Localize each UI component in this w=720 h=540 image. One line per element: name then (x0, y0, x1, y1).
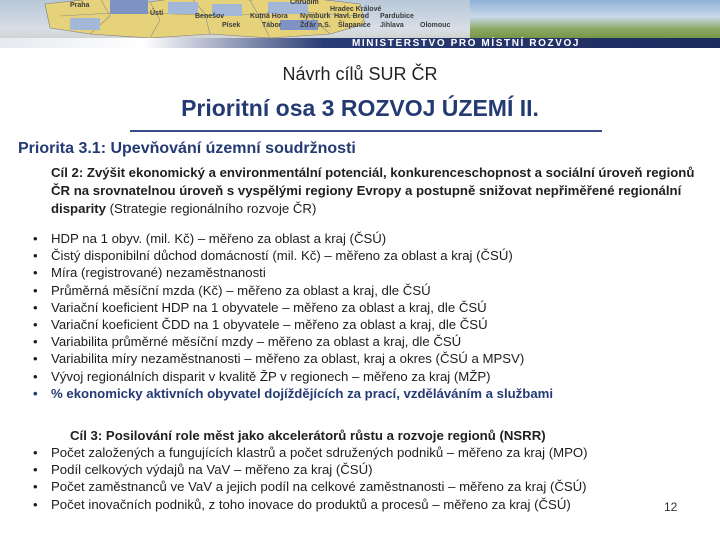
map-label: Benešov (195, 13, 225, 20)
indicator-text: Počet zaměstnanců ve VaV a jejich podíl na celkové zaměstnanosti – měřeno za kraj (ČSÚ) (51, 479, 587, 495)
list-item (33, 333, 553, 350)
list-item (33, 264, 553, 281)
goal-3-indicator-list (33, 444, 588, 513)
indicator-text: Míra (registrované) nezaměstnanosti (51, 265, 266, 281)
indicator-text: Vývoj regionálních disparit v kvalitě ŽP v regionech – měřeno za kraj (MŽP) (51, 368, 491, 384)
map-label: Ústí (150, 10, 164, 17)
bullet: • (33, 265, 38, 281)
region-map-graphic (40, 0, 370, 40)
slide-subtitle: Návrh cílů SUR ČR (282, 64, 438, 84)
list-item (33, 282, 553, 299)
list-item (33, 247, 553, 264)
map-label: Žďár n.S. (300, 22, 331, 29)
list-item (33, 368, 553, 385)
map-label: Písek (222, 22, 241, 29)
bullet: • (33, 317, 38, 333)
indicator-text: Čistý disponibilní důchod domácností (mil. Kč) – měřeno za oblast a kraj (ČSÚ) (51, 248, 513, 264)
bullet: • (33, 445, 38, 460)
header-banner (0, 0, 720, 48)
bullet: • (33, 231, 38, 246)
slide-title: Prioritní osa 3 ROZVOJ ÚZEMÍ II. (181, 95, 539, 121)
bullet: • (33, 385, 38, 401)
list-item (33, 230, 553, 247)
landscape-photo (470, 0, 720, 42)
map-label: Praha (70, 2, 90, 9)
indicator-text: Variabilita míry nezaměstnanosti – měřeno za oblast, kraj a okres (ČSÚ a MPSV) (51, 351, 525, 367)
indicator-text: Variační koeficient ČDD na 1 obyvatele – měřeno za oblast a kraj, dle ČSÚ (51, 317, 488, 333)
indicator-text: Počet inovačních podniků, z toho inovace do produktů a procesů – měřeno za kraj (ČSÚ) (51, 496, 571, 512)
indicator-text: Variabilita průměrné měsíční mzdy – měřeno za oblast a kraj, dle ČSÚ (51, 334, 462, 350)
bullet: • (33, 282, 38, 298)
bullet: • (33, 334, 38, 350)
list-item (33, 461, 588, 478)
page-number: 12 (664, 500, 678, 514)
priority-heading: Priorita 3.1: Upevňování územní soudržnosti (18, 140, 356, 157)
map-label: Chrudim (290, 0, 319, 6)
map-label: Pardubice (380, 13, 414, 20)
list-item (33, 350, 553, 367)
indicator-text: Průměrná měsíční mzda (Kč) – měřeno za oblast a kraj, dle ČSÚ (51, 282, 431, 298)
indicator-text: Variační koeficient HDP na 1 obyvatele – měřeno za oblast a kraj, dle ČSÚ (51, 299, 487, 315)
map-label: Tábor (262, 22, 282, 29)
indicator-text: % ekonomicky aktivních obyvatel dojíždějících za prací, vzděláváním a službami (51, 385, 554, 401)
list-item (33, 299, 553, 316)
bullet: • (33, 299, 38, 315)
ministry-name: MINISTERSTVO PRO MÍSTNÍ ROZVOJ (352, 38, 581, 48)
goal-2-text (51, 164, 711, 218)
goal-2-indicator-list (33, 230, 553, 402)
bullet: • (33, 351, 38, 367)
indicator-text: HDP na 1 obyv. (mil. Kč) – měřeno za oblast a kraj (ČSÚ) (51, 231, 387, 246)
goal-3-heading: Cíl 3: Posilování role měst jako akcelerátorů růstu a rozvoje regionů (NSRR) (70, 428, 546, 443)
list-item (33, 444, 588, 461)
list-item (33, 478, 588, 495)
list-item (33, 385, 553, 402)
map-label: Hradec Králové (330, 6, 382, 13)
list-item (33, 316, 553, 333)
map-label: Havl. Brod (334, 13, 370, 20)
indicator-text: Počet založených a fungujících klastrů a počet sdružených podniků – měřeno za kraj (MPO) (51, 445, 588, 460)
bullet: • (33, 368, 38, 384)
map-label: Olomouc (420, 22, 451, 29)
list-item (33, 496, 588, 513)
map-label: Šlapanice (338, 22, 371, 29)
map-label: Jihlava (380, 22, 404, 29)
goal-2-statement: Cíl 2: Zvýšit ekonomický a environmentální potenciál, konkurenceschopnost a sociální úroveň regionů ČR na srovnatelnou úroveň s vyspělými regiony Evropy a postupně snižovat nepřiměřené regionální disparity (51, 165, 695, 216)
bullet: • (33, 248, 38, 264)
bullet: • (33, 462, 38, 478)
map-label: Kutná Hora (250, 13, 288, 20)
indicator-text: Podíl celkových výdajů na VaV – měřeno za kraj (ČSÚ) (51, 462, 373, 478)
bullet: • (33, 496, 38, 512)
map-label: Nymburk (300, 13, 331, 20)
bullet: • (33, 479, 38, 495)
goal-2-source: (Strategie regionálního rozvoje ČR) (105, 201, 317, 216)
title-divider (130, 130, 602, 132)
